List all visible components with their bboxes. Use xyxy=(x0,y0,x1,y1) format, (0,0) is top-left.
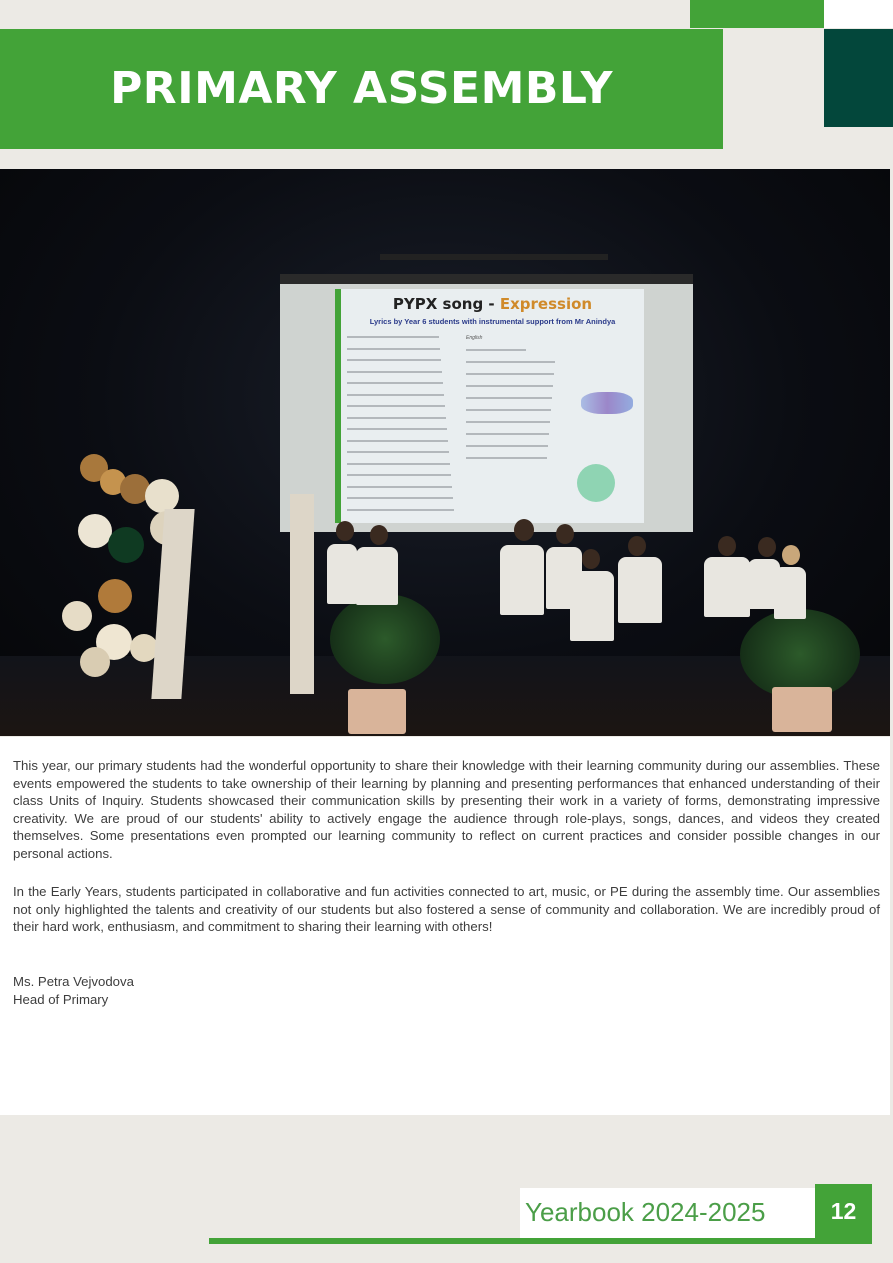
lyric-line xyxy=(347,417,446,419)
projected-slide xyxy=(335,289,644,523)
pypx-logo xyxy=(577,464,615,502)
footer-label: Yearbook 2024-2025 xyxy=(525,1197,766,1227)
balloon xyxy=(98,579,132,613)
author-name: Ms. Petra Vejvodova xyxy=(13,974,134,989)
lyric-line xyxy=(347,382,443,384)
flag xyxy=(290,494,314,694)
slide-title-highlight: Expression xyxy=(499,295,593,313)
slide-subtitle: Lyrics by Year 6 students with instrumental support from Mr Anindya xyxy=(369,317,616,326)
lyric-line xyxy=(466,397,552,399)
balloon xyxy=(80,647,110,677)
author-role: Head of Primary xyxy=(13,992,109,1007)
student xyxy=(774,567,806,619)
balloon xyxy=(145,479,179,513)
balloon xyxy=(62,601,92,631)
student-head xyxy=(582,549,600,569)
footer-rule xyxy=(209,1238,872,1244)
student xyxy=(704,557,750,617)
music-notes-image xyxy=(581,392,633,414)
projection-screen xyxy=(280,274,693,532)
balloon xyxy=(108,527,144,563)
lyric-line xyxy=(466,385,553,387)
lyric-line xyxy=(347,451,449,453)
lyric-line xyxy=(347,428,447,430)
student-head xyxy=(514,519,534,541)
article-paragraph: This year, our primary students had the wonderful opportunity to share their knowledge with their learning community during our assemblies. These events empowered the students to take ownership of their learning by planning and presenting performances that enhanced understanding of their class Units of Inquiry. Students showcased their communication skills by presenting their work in a variety of forms, demonstrating impressive creativity. We are proud of our students' ability to actively engage the audience through role-plays, songs, dances, and videos they created themselves. Some presentations even prompted our learning community to reflect on current practices and consider possible changes in our personal actions. xyxy=(13,758,880,861)
student-head xyxy=(370,525,388,545)
page-number: 12 xyxy=(830,1198,857,1224)
student-head xyxy=(782,545,800,565)
top-white-block xyxy=(824,0,893,28)
student-head xyxy=(718,536,736,556)
plant-pot xyxy=(348,689,406,734)
lyric-line xyxy=(347,371,442,373)
lyric-line xyxy=(347,440,448,442)
slide-title-prefix: PYPX song - xyxy=(392,295,500,313)
student xyxy=(327,544,357,604)
lyric-line xyxy=(466,409,551,411)
plant xyxy=(330,594,440,684)
balloon xyxy=(78,514,112,548)
student-head xyxy=(758,537,776,557)
lyric-line xyxy=(466,361,555,363)
page-number-box xyxy=(815,1184,872,1242)
student xyxy=(500,545,544,615)
student-head xyxy=(628,536,646,556)
lyric-line xyxy=(347,405,445,407)
lyric-line xyxy=(347,463,450,465)
slide-title xyxy=(341,295,644,313)
lyric-line xyxy=(466,373,554,375)
footer-label-box xyxy=(520,1188,815,1238)
student xyxy=(356,547,398,605)
dark-accent-block xyxy=(824,29,893,127)
lyric-line xyxy=(347,336,439,338)
projector-bar xyxy=(380,254,608,260)
lyric-line xyxy=(347,348,440,350)
student xyxy=(618,557,662,623)
page-title: PRIMARY ASSEMBLY xyxy=(110,63,613,114)
lyric-line xyxy=(466,421,550,423)
lyric-line xyxy=(466,433,549,435)
lyric-line xyxy=(347,486,452,488)
article-panel xyxy=(0,737,890,1115)
plant xyxy=(740,609,860,699)
student-head xyxy=(556,524,574,544)
lyric-line xyxy=(466,349,526,351)
top-accent-bar xyxy=(690,0,824,28)
plant-pot xyxy=(772,687,832,732)
lyric-line xyxy=(466,445,548,447)
title-banner xyxy=(0,29,723,149)
lyric-line xyxy=(466,457,547,459)
lyric-line xyxy=(347,497,453,499)
student-head xyxy=(336,521,354,541)
assembly-photo xyxy=(0,169,890,736)
slide-english-label: English xyxy=(466,335,483,341)
article-paragraph: In the Early Years, students participated in collaborative and fun activities connected to art, music, or PE during the assembly time. Our assemblies not only highlighted the talents and creativity of our students but also fostered a sense of community and collaboration. We are incredibly proud of their hard work, enthusiasm, and commitment to sharing their learning with others! xyxy=(13,884,880,935)
lyric-line xyxy=(347,509,454,511)
lyric-line xyxy=(347,394,444,396)
lyric-line xyxy=(347,359,441,361)
lyric-line xyxy=(347,474,451,476)
student xyxy=(570,571,614,641)
